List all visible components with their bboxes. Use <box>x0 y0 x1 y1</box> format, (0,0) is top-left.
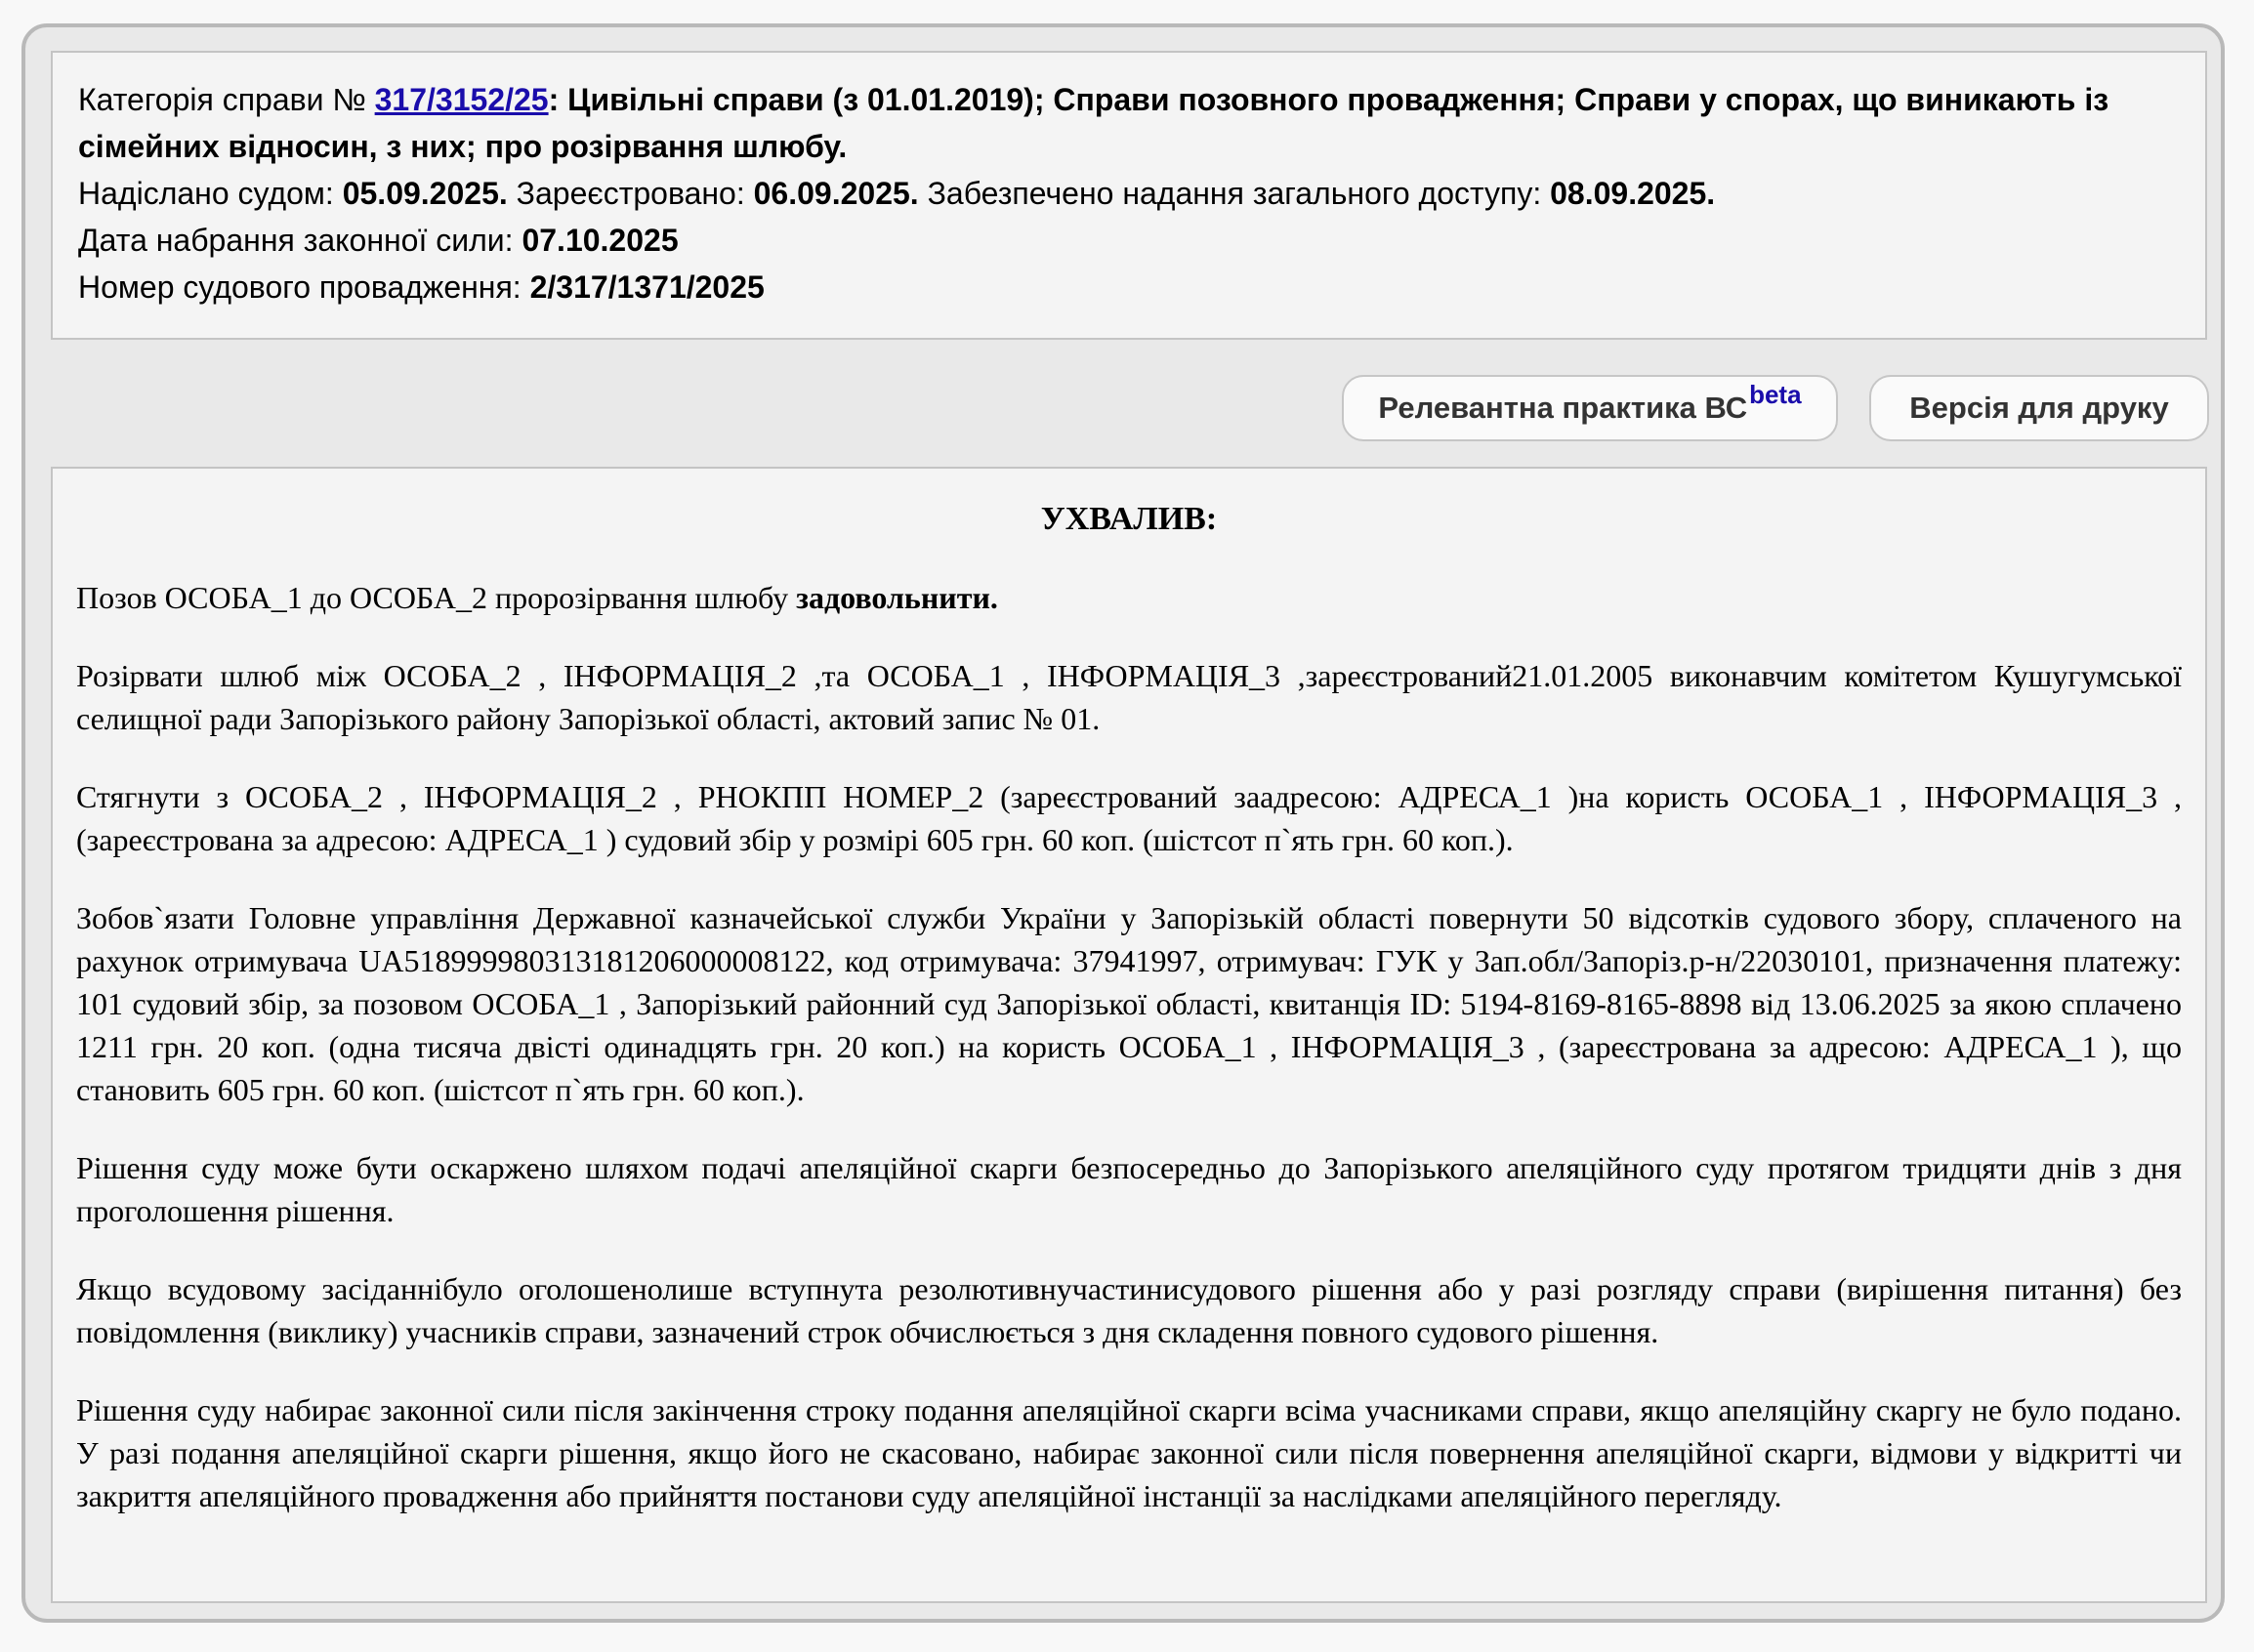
relevant-practice-label: Релевантна практика ВС <box>1378 391 1748 425</box>
dates-line <box>78 170 2180 217</box>
effective-date-line <box>78 217 2180 264</box>
access-date: 08.09.2025. <box>1550 176 1716 211</box>
case-info-box <box>51 51 2207 340</box>
category-label: Категорія справи № <box>78 82 375 117</box>
sent-label: Надіслано судом: <box>78 176 343 211</box>
document-panel <box>21 23 2225 1623</box>
case-number-link[interactable]: 317/3152/25 <box>374 82 549 117</box>
proceeding-label: Номер судового провадження: <box>78 269 530 305</box>
case-category-text: : Цивільні справи (з 01.01.2019); Справи позовного провадження; Справи у спорах, що виникають із сімейних відносин, з них; про розірвання шлюбу. <box>78 82 2109 164</box>
decision-paragraph-refund: Зобов`язати Головне управління Державної казначейської служби України у Запорізькій області повернути 50 відсотків судового збору, сплаченого на рахунок отримувача UA518999980313181206000008122, код отримувача: 37941997, отримувач: ГУК у Зап.обл/Запоріз.р-н/22030101, призначення платежу: 101 судовий збір, за позовом ОСОБА_1 , Запорізький районний суд Запорізької області, квитанція ID: 5194-8169-8165-8898 від 13.06.2025 за якою сплачено 1211 грн. 20 коп. (одна тисяча двісті одинадцять грн. 20 коп.) на користь ОСОБА_1 , ІНФОРМАЦІЯ_3 , (зареєстрована за адресою: АДРЕСА_1 ), що становить 605 грн. 60 коп. (шістсот п`ять грн. 60 коп.). <box>76 900 2182 1107</box>
registered-date: 06.09.2025. <box>753 176 919 211</box>
decision-text-box <box>51 467 2207 1603</box>
decision-title: УХВАЛИВ: <box>1040 501 1218 537</box>
proceeding-number: 2/317/1371/2025 <box>529 269 765 305</box>
print-version-label: Версія для друку <box>1909 391 2169 425</box>
print-version-button[interactable] <box>1869 375 2209 441</box>
decision-paragraph-divorce: Розірвати шлюб між ОСОБА_2 , ІНФОРМАЦІЯ_2 ,та ОСОБА_1 , ІНФОРМАЦІЯ_3 ,зареєстрований21.01.2005 виконавчим комітетом Кушугумської селищної ради Запорізького району Запорізької області, актовий запис № 01. <box>76 658 2182 736</box>
decision-paragraph-effect: Рішення суду набирає законної сили після закінчення строку подання апеляційної скарги всіма учасниками справи, якщо апеляційну скаргу не було подано. У разі подання апеляційної скарги рішення, якщо його не скасовано, набирає законної сили після повернення апеляційної скарги, відмови у відкритті чи закриття апеляційного провадження або прийняття постанови суду апеляційної інстанції за наслідками апеляційного перегляду. <box>76 1392 2182 1513</box>
access-label: Забезпечено надання загального доступу: <box>918 176 1551 211</box>
relevant-practice-button[interactable] <box>1342 375 1838 441</box>
claim-text: Позов ОСОБА_1 до ОСОБА_2 пророзірвання шлюбу <box>76 580 797 615</box>
decision-paragraph-claim <box>76 576 2182 619</box>
decision-paragraph-term: Якщо всудовому засіданнібуло оголошенолише вступнута резолютивнучастинисудового рішення або у разі розгляду справи (вирішення питання) без повідомлення (виклику) учасників справи, зазначений строк обчислюється з дня складення повного судового рішення. <box>76 1271 2182 1349</box>
decision-paragraph-appeal: Рішення суду може бути оскаржено шляхом подачі апеляційної скарги безпосередньо до Запорізького апеляційного суду протягом тридцяти днів з дня проголошення рішення. <box>76 1150 2182 1228</box>
proceeding-number-line <box>78 264 2180 310</box>
decision-paragraph-court-fee: Стягнути з ОСОБА_2 , ІНФОРМАЦІЯ_2 , РНОКПП НОМЕР_2 (зареєстрований заадресою: АДРЕСА_1 )на користь ОСОБА_1 , ІНФОРМАЦІЯ_3 , (зареєстрована за адресою: АДРЕСА_1 ) судовий збір у розмірі 605 грн. 60 коп. (шістсот п`ять грн. 60 коп.). <box>76 779 2182 857</box>
beta-badge: beta <box>1749 379 1802 409</box>
registered-label: Зареєстровано: <box>507 176 754 211</box>
claim-verdict: задовольнити. <box>796 580 998 615</box>
sent-date: 05.09.2025. <box>342 176 508 211</box>
effective-date: 07.10.2025 <box>522 223 679 258</box>
case-category-line <box>78 76 2180 170</box>
effective-label: Дата набрання законної сили: <box>78 223 522 258</box>
